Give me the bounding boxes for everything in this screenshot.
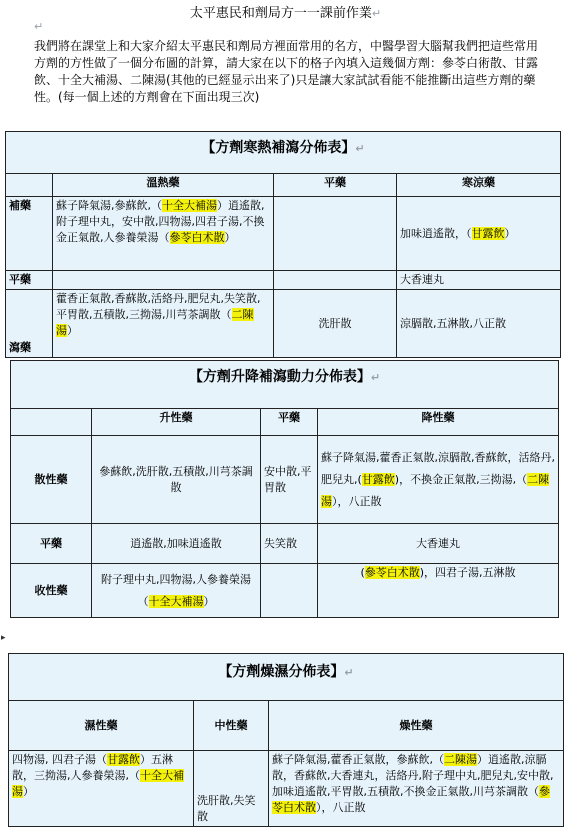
- cell-text: 附子理中丸,四物湯,人參養榮湯（: [101, 572, 251, 608]
- cell-neutral-neutral[interactable]: [274, 271, 397, 290]
- cell-text: ）: [67, 324, 78, 337]
- cell-text: 逍遙散,加味逍遙散: [130, 536, 222, 550]
- cell-neutral-cold[interactable]: [397, 271, 561, 290]
- cell-text: ）: [203, 594, 215, 608]
- cell-text: 失笑散: [264, 536, 297, 550]
- table-caption: 【方劑寒熱補瀉分佈表】↵: [6, 132, 561, 174]
- cell-astringe-ascend[interactable]: [92, 564, 261, 618]
- dry-damp-table: [8, 653, 564, 827]
- cell-text: ）: [504, 226, 516, 240]
- highlighted-formula: 十全大補湯: [162, 199, 217, 212]
- cell-neutral-neutral[interactable]: [261, 524, 318, 564]
- header-descend: 降性藥: [318, 409, 559, 436]
- cell-text: (: [360, 566, 365, 579]
- header-cold: 寒涼藥: [397, 173, 561, 196]
- header-warm: 溫熱藥: [53, 173, 274, 196]
- cell-astringe-neutral[interactable]: [261, 564, 318, 618]
- cell-tonify-warm[interactable]: [53, 197, 274, 271]
- cell-text: 安中散,平胃散: [264, 464, 312, 494]
- cell-neutral[interactable]: [194, 751, 269, 827]
- cell-dry[interactable]: [269, 751, 564, 827]
- intro-paragraph: 我們將在課堂上和大家介紹太平惠民和劑局方裡面常用的名方，中醫學習大腦幫我們把這些常用方劑的方性做了一個分布圖的計算，請大家在以下的格子內填入這幾個方劑：參苓白術散、甘露飲、十全大補湯、二陳湯(其他的已經显示出来了)只是讓大家試試看能不能推斷出這些方劑的藥性。(每一個上述的方劑會在下面出現三次): [34, 39, 539, 104]
- highlighted-formula: 十全大補湯: [12, 769, 184, 799]
- highlighted-formula: 參苓白术散: [272, 785, 550, 815]
- table-caption: 【方劑燥濕分佈表】↵: [9, 654, 564, 701]
- side-marker: ▸: [1, 633, 6, 643]
- cell-text: )，不換金正氣散,三拗湯,（: [394, 472, 528, 486]
- cell-tonify-neutral[interactable]: [274, 197, 397, 271]
- cell-text: ），八正散: [332, 494, 382, 508]
- cell-damp[interactable]: [9, 751, 194, 827]
- header-neutral: 中性藥: [194, 701, 269, 751]
- cell-text: 參蘇飲,洗肝散,五積散,川芎茶調散: [99, 464, 253, 494]
- header-neutral: 平藥: [261, 409, 318, 436]
- header-damp: 濕性藥: [9, 701, 194, 751]
- cell-text: ）逍遙散,涼膈散，香蘇飲,大香連丸，活絡丹,附子理中丸,肥兒丸,安中散,加味逍遙散,平胃散,五積散,不換金正氣散,川芎茶調散（: [272, 753, 554, 799]
- header-neutral: 平藥: [274, 173, 397, 196]
- header-corner: [11, 409, 92, 436]
- row-label-neutral: 平藥: [6, 271, 53, 290]
- document-title: 太平惠民和劑局方一一課前作業↵: [189, 6, 382, 21]
- highlighted-formula: 二陳湯: [444, 753, 477, 767]
- cell-purge-cold[interactable]: [397, 290, 561, 358]
- cold-heat-table: [5, 131, 561, 358]
- cell-text: 涼膈散,五淋散,八正散: [400, 316, 506, 330]
- cell-text: 蘇子降氣湯,參蘇飲,（: [56, 199, 162, 212]
- highlighted-formula: 二陳湯: [56, 308, 254, 337]
- cell-text: 洗肝散,失笑散: [197, 794, 256, 823]
- header-dry: 燥性藥: [269, 701, 564, 751]
- cell-text: 蘇子降氣湯,藿香正氣散，參蘇飲,（: [272, 753, 444, 767]
- row-label-neutral: 平藥: [11, 524, 92, 564]
- cell-text: ）: [23, 785, 34, 799]
- header-corner: [6, 173, 53, 196]
- row-label-disperse: 散性藥: [11, 436, 92, 524]
- cell-purge-warm[interactable]: [53, 290, 274, 358]
- row-label-astringe: 收性藥: [11, 564, 92, 618]
- cell-text: ）: [224, 231, 236, 244]
- cell-tonify-cold[interactable]: [397, 197, 561, 271]
- highlighted-formula: 參苓白术散: [169, 231, 225, 244]
- cell-purge-neutral[interactable]: [274, 290, 397, 358]
- highlighted-formula: 十全大補湯: [148, 594, 204, 608]
- highlighted-formula: 二陳湯: [321, 472, 550, 508]
- cell-neutral-ascend[interactable]: [92, 524, 261, 564]
- cell-disperse-ascend[interactable]: [92, 436, 261, 524]
- cell-text: 洗肝散: [318, 316, 352, 330]
- highlighted-formula: 甘露飲: [361, 472, 395, 486]
- header-ascend: 升性藥: [92, 409, 261, 436]
- cell-text: 大香連丸: [416, 536, 460, 550]
- table-caption: 【方劑升降補瀉動力分佈表】↵: [11, 361, 559, 409]
- cell-text: ），八正散: [316, 801, 366, 815]
- row-label-tonify: 補藥: [6, 197, 53, 271]
- cell-text: 藿香正氣散,香蘇散,活絡丹,肥兒丸,失笑散,平胃散,五積散,三拗湯,川芎茶調散（: [56, 292, 261, 321]
- cell-text: ）五淋散，三拗湯,人參養榮湯,（: [12, 753, 173, 783]
- ascend-descend-table: [10, 360, 559, 618]
- cell-astringe-descend[interactable]: [318, 564, 559, 618]
- cell-text: 四物湯, 四君子湯（: [12, 753, 107, 767]
- cell-neutral-descend[interactable]: [318, 524, 559, 564]
- cell-neutral-warm[interactable]: [53, 271, 274, 290]
- cell-disperse-descend[interactable]: [318, 436, 559, 524]
- cell-text: 大香連丸: [400, 273, 444, 286]
- highlighted-formula: 甘露飲: [107, 753, 140, 767]
- cell-text: )，四君子湯,五淋散: [419, 566, 516, 579]
- cell-disperse-neutral[interactable]: [261, 436, 318, 524]
- cell-text: 蘇子降氣湯,藿香正氣散,涼膈散,香蘇飲，活絡丹,肥兒丸,(: [321, 450, 555, 486]
- cell-text: ）逍遙散,附子理中丸，安中散,四物湯,四君子湯,不換金正氣散,人參養榮湯（: [56, 199, 265, 244]
- highlighted-formula: 甘露飲: [471, 226, 505, 240]
- row-label-purge: 瀉藥: [6, 290, 53, 358]
- cell-text: 加味逍遙散，（: [400, 226, 472, 240]
- paragraph-mark: ↵: [34, 20, 44, 33]
- highlighted-formula: 參苓白术散: [364, 566, 420, 579]
